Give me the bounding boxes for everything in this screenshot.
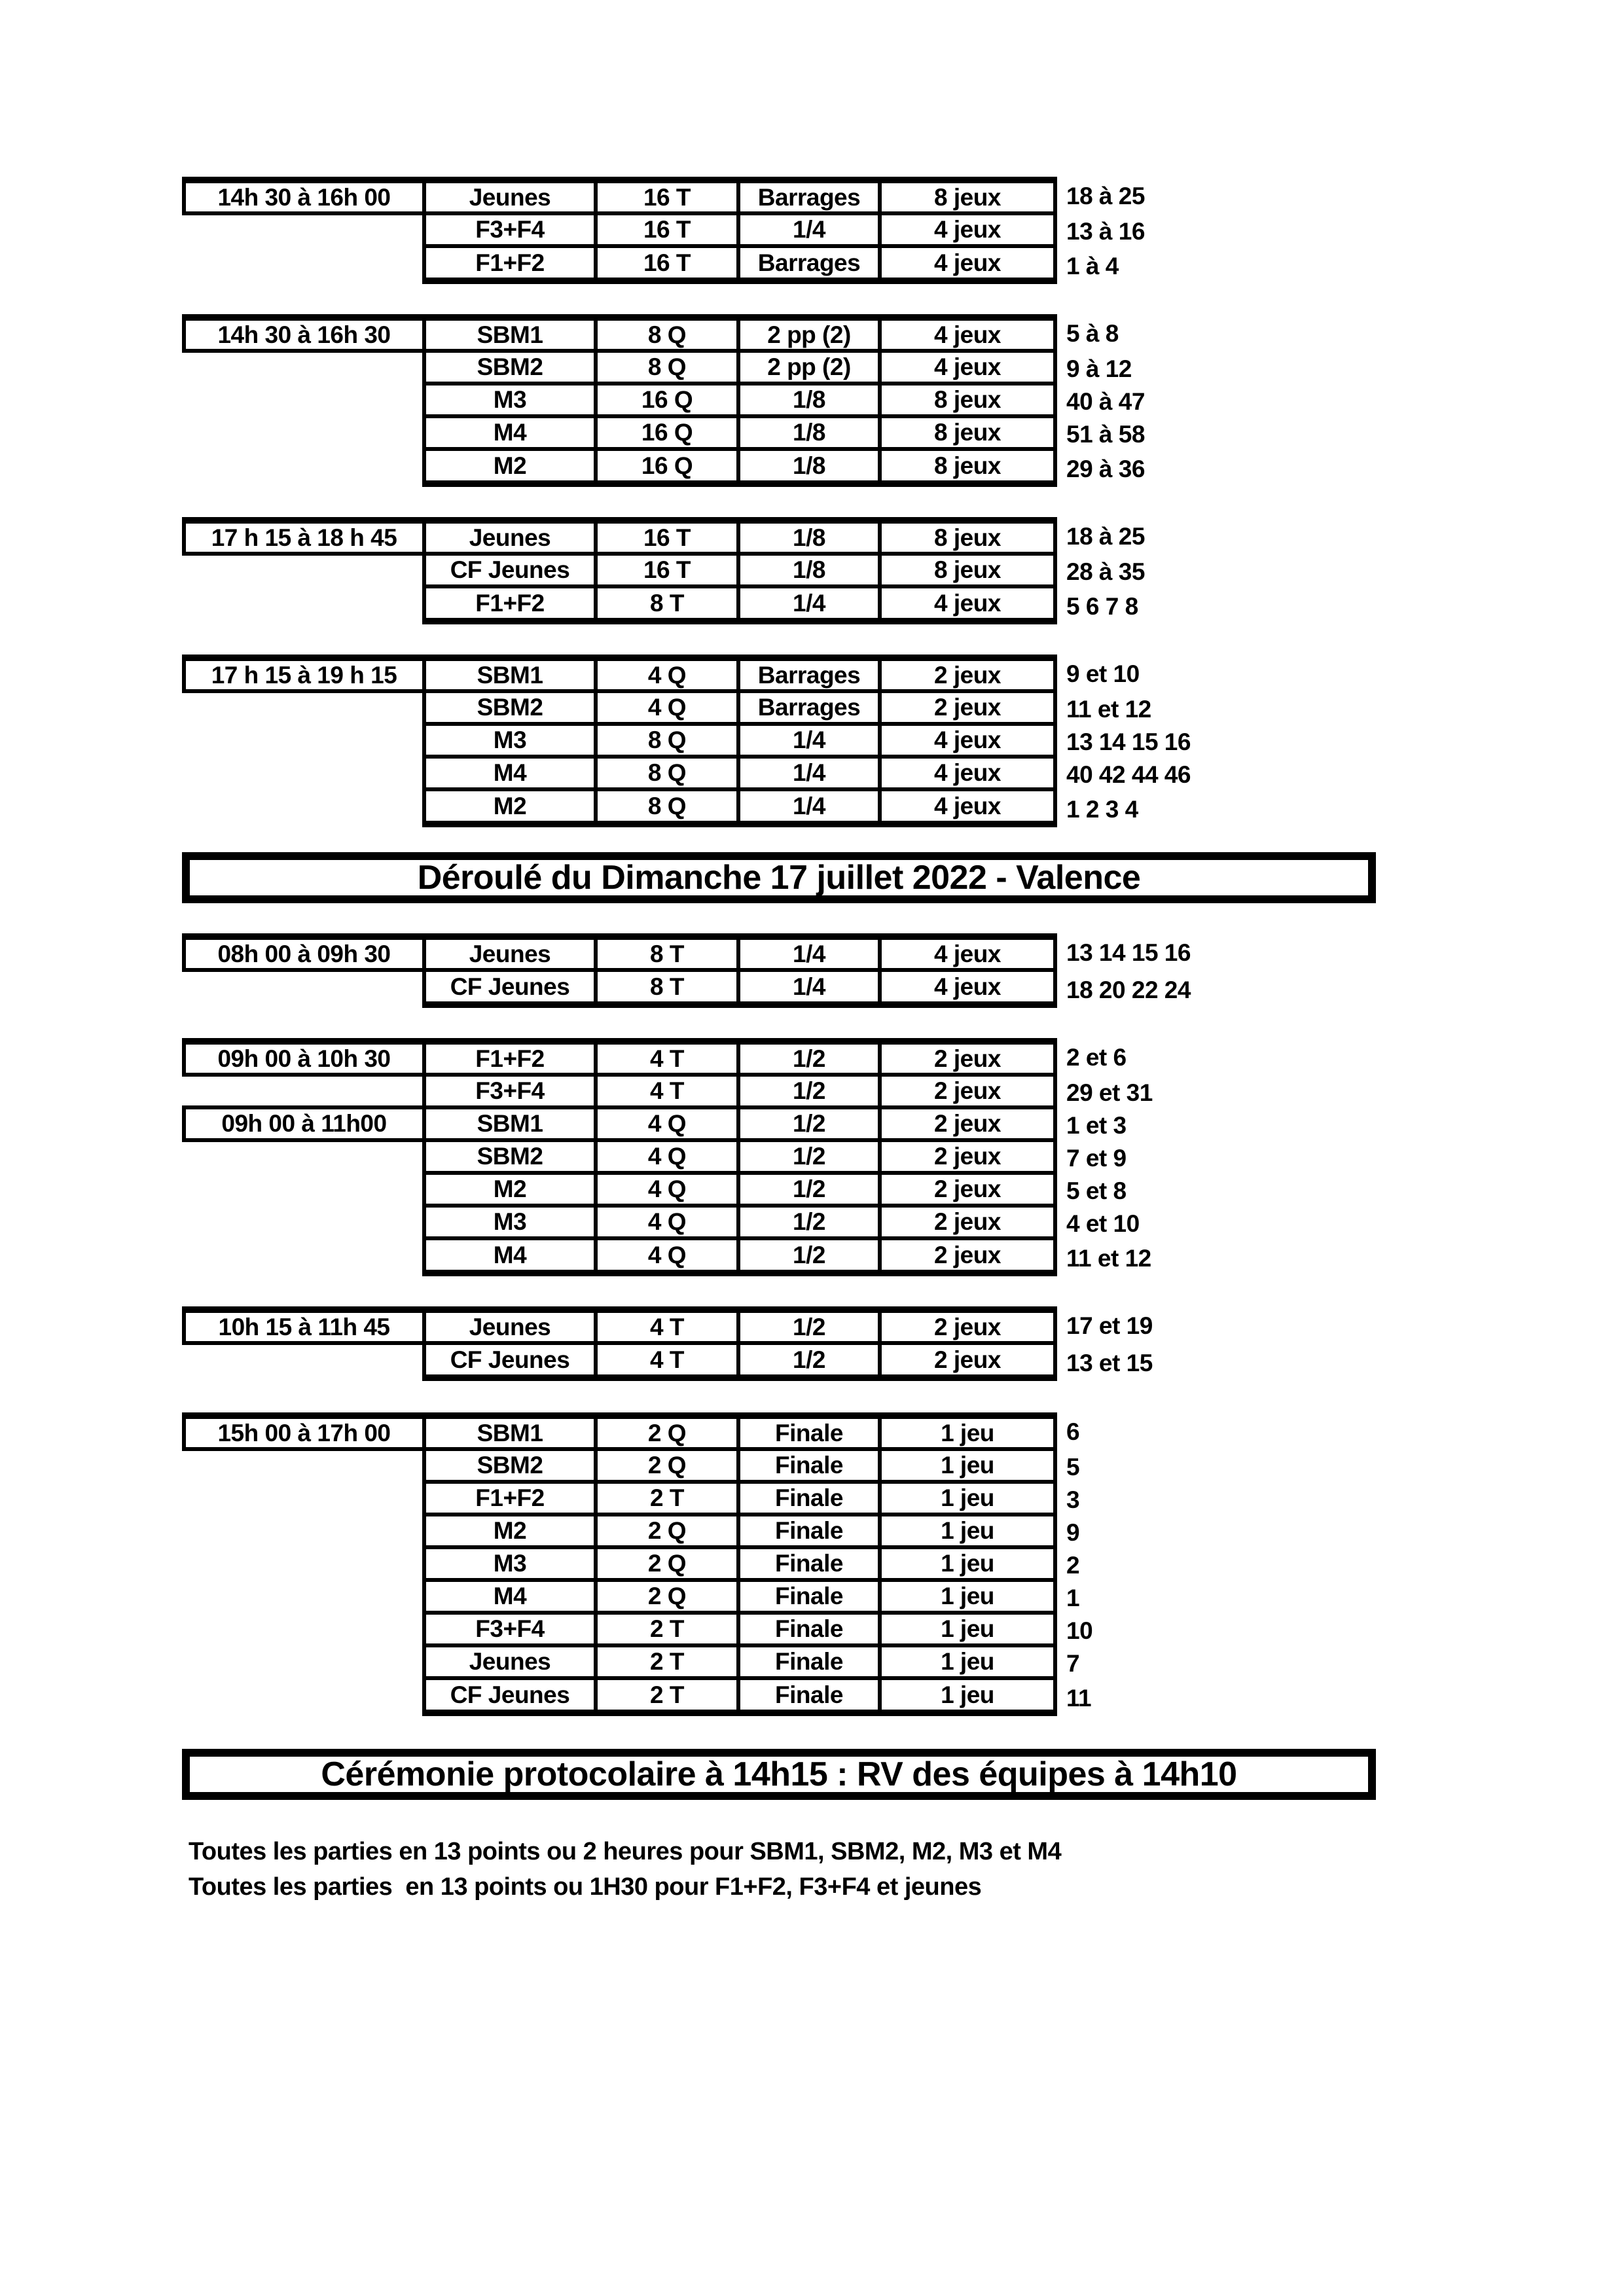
round-cell: 1/4 (736, 933, 878, 972)
schedule-row (182, 693, 1191, 726)
category-cell: M4 (422, 759, 594, 791)
schedule-row (182, 1549, 1092, 1582)
category-cell: F3+F4 (422, 1615, 594, 1647)
courts-numbers: 40 42 44 46 (1066, 761, 1191, 788)
time-slot-cell: 09h 00 à 11h00 (182, 1109, 422, 1142)
courts-numbers: 11 et 12 (1066, 1244, 1151, 1272)
time-slot-spacer (182, 215, 422, 248)
round-cell: Finale (736, 1484, 878, 1516)
games-count-cell: 1 jeu (878, 1412, 1057, 1451)
games-count-cell: 1 jeu (878, 1549, 1057, 1582)
teams-count-cell: 16 T (594, 248, 736, 284)
category-cell: Jeunes (422, 1647, 594, 1680)
games-count-cell: 2 jeux (878, 1306, 1057, 1345)
games-count-cell: 4 jeux (878, 933, 1057, 972)
games-count-cell: 4 jeux (878, 791, 1057, 827)
round-cell: 1/2 (736, 1306, 878, 1345)
round-cell: Finale (736, 1647, 878, 1680)
teams-count-cell: 16 T (594, 556, 736, 588)
teams-count-cell: 8 Q (594, 314, 736, 353)
round-cell: 1/2 (736, 1240, 878, 1276)
courts-numbers: 3 (1066, 1486, 1080, 1513)
time-slot-spacer (182, 1208, 422, 1240)
time-slot-spacer (182, 1240, 422, 1276)
category-cell: M3 (422, 386, 594, 418)
games-count-cell: 4 jeux (878, 353, 1057, 386)
courts-numbers: 1 2 3 4 (1066, 795, 1138, 823)
round-cell: Finale (736, 1582, 878, 1615)
teams-count-cell: 8 T (594, 972, 736, 1008)
teams-count-cell: 2 Q (594, 1412, 736, 1451)
games-count-cell: 2 jeux (878, 1038, 1057, 1077)
teams-count-cell: 4 Q (594, 1208, 736, 1240)
block-dimanche-09h00 (182, 1038, 1153, 1276)
category-cell: M3 (422, 1549, 594, 1582)
category-cell: F1+F2 (422, 248, 594, 284)
category-cell: M2 (422, 1516, 594, 1549)
time-slot-spacer (182, 451, 422, 487)
teams-count-cell: 16 T (594, 517, 736, 556)
round-cell: 2 pp (2) (736, 314, 878, 353)
round-cell: 1/8 (736, 556, 878, 588)
round-cell: Barrages (736, 693, 878, 726)
schedule-row (182, 1240, 1153, 1276)
round-cell: 1/8 (736, 517, 878, 556)
courts-numbers: 4 et 10 (1066, 1210, 1140, 1237)
schedule-row (182, 1077, 1153, 1109)
games-count-cell: 4 jeux (878, 588, 1057, 624)
time-slot-spacer (182, 1615, 422, 1647)
courts-numbers: 10 (1066, 1617, 1093, 1644)
category-cell: SBM1 (422, 655, 594, 693)
ceremony-banner: Cérémonie protocolaire à 14h15 : RV des équipes à 14h10 (182, 1749, 1376, 1800)
time-slot-spacer (182, 1175, 422, 1208)
games-count-cell: 2 jeux (878, 1240, 1057, 1276)
time-slot-spacer (182, 726, 422, 759)
teams-count-cell: 8 T (594, 588, 736, 624)
teams-count-cell: 2 T (594, 1647, 736, 1680)
courts-numbers: 18 à 25 (1066, 182, 1145, 209)
time-slot-spacer (182, 1582, 422, 1615)
footer-notes (189, 1834, 1061, 1905)
time-slot-spacer (182, 791, 422, 827)
courts-numbers: 28 à 35 (1066, 558, 1145, 585)
round-cell: 1/8 (736, 386, 878, 418)
games-count-cell: 1 jeu (878, 1451, 1057, 1484)
schedule-row (182, 517, 1145, 556)
schedule-row (182, 1647, 1092, 1680)
schedule-row (182, 1451, 1092, 1484)
time-slot-spacer (182, 353, 422, 386)
category-cell: CF Jeunes (422, 1680, 594, 1716)
block-dimanche-08h00-09h30 (182, 933, 1191, 1008)
schedule-row (182, 248, 1145, 284)
round-cell: 1/2 (736, 1208, 878, 1240)
schedule-row (182, 1208, 1153, 1240)
round-cell: Barrages (736, 655, 878, 693)
games-count-cell: 4 jeux (878, 972, 1057, 1008)
time-slot-spacer (182, 1647, 422, 1680)
teams-count-cell: 2 Q (594, 1549, 736, 1582)
courts-numbers: 7 et 9 (1066, 1145, 1127, 1172)
teams-count-cell: 2 T (594, 1680, 736, 1716)
schedule-row (182, 1582, 1092, 1615)
courts-numbers: 51 à 58 (1066, 421, 1145, 448)
courts-numbers: 40 à 47 (1066, 388, 1145, 415)
category-cell: M2 (422, 1175, 594, 1208)
schedule-row (182, 1038, 1153, 1077)
round-cell: 1/2 (736, 1175, 878, 1208)
teams-count-cell: 16 Q (594, 418, 736, 451)
teams-count-cell: 4 T (594, 1038, 736, 1077)
schedule-row (182, 215, 1145, 248)
time-slot-spacer (182, 248, 422, 284)
schedule-row (182, 726, 1191, 759)
games-count-cell: 1 jeu (878, 1484, 1057, 1516)
courts-numbers: 18 20 22 24 (1066, 976, 1191, 1003)
schedule-row (182, 1306, 1153, 1345)
category-cell: M2 (422, 451, 594, 487)
courts-numbers: 2 et 6 (1066, 1043, 1127, 1071)
teams-count-cell: 2 T (594, 1484, 736, 1516)
teams-count-cell: 16 T (594, 215, 736, 248)
category-cell: SBM2 (422, 1451, 594, 1484)
courts-numbers: 13 14 15 16 (1066, 728, 1191, 755)
sunday-title-banner: Déroulé du Dimanche 17 juillet 2022 - Valence (182, 852, 1376, 903)
schedule-row (182, 1142, 1153, 1175)
category-cell: CF Jeunes (422, 1345, 594, 1381)
time-slot-spacer (182, 556, 422, 588)
block-dimanche-15h00-17h00-finales (182, 1412, 1092, 1716)
category-cell: F1+F2 (422, 1484, 594, 1516)
time-slot-cell: 15h 00 à 17h 00 (182, 1412, 422, 1451)
category-cell: SBM1 (422, 314, 594, 353)
teams-count-cell: 4 Q (594, 693, 736, 726)
time-slot-cell: 09h 00 à 10h 30 (182, 1038, 422, 1077)
time-slot-cell: 14h 30 à 16h 30 (182, 314, 422, 353)
round-cell: 1/2 (736, 1109, 878, 1142)
teams-count-cell: 4 Q (594, 655, 736, 693)
teams-count-cell: 2 T (594, 1615, 736, 1647)
teams-count-cell: 8 Q (594, 791, 736, 827)
courts-numbers: 9 (1066, 1519, 1080, 1546)
teams-count-cell: 4 Q (594, 1142, 736, 1175)
page-content (182, 177, 1376, 1905)
category-cell: SBM2 (422, 693, 594, 726)
round-cell: 1/4 (736, 759, 878, 791)
category-cell: CF Jeunes (422, 556, 594, 588)
category-cell: F3+F4 (422, 1077, 594, 1109)
teams-count-cell: 2 Q (594, 1582, 736, 1615)
time-slot-spacer (182, 972, 422, 1008)
schedule-row (182, 418, 1145, 451)
category-cell: Jeunes (422, 1306, 594, 1345)
schedule-row (182, 933, 1191, 972)
teams-count-cell: 16 T (594, 177, 736, 215)
games-count-cell: 8 jeux (878, 177, 1057, 215)
teams-count-cell: 4 Q (594, 1109, 736, 1142)
round-cell: 1/2 (736, 1038, 878, 1077)
schedule-row (182, 1412, 1092, 1451)
games-count-cell: 4 jeux (878, 759, 1057, 791)
courts-numbers: 18 à 25 (1066, 522, 1145, 550)
games-count-cell: 1 jeu (878, 1516, 1057, 1549)
games-count-cell: 1 jeu (878, 1647, 1057, 1680)
schedule-row (182, 353, 1145, 386)
round-cell: 1/4 (736, 588, 878, 624)
games-count-cell: 4 jeux (878, 726, 1057, 759)
round-cell: 1/4 (736, 726, 878, 759)
round-cell: 2 pp (2) (736, 353, 878, 386)
category-cell: F1+F2 (422, 588, 594, 624)
courts-numbers: 5 6 7 8 (1066, 592, 1138, 620)
courts-numbers: 1 et 3 (1066, 1112, 1127, 1139)
schedule-row (182, 1516, 1092, 1549)
games-count-cell: 1 jeu (878, 1582, 1057, 1615)
teams-count-cell: 4 T (594, 1345, 736, 1381)
teams-count-cell: 16 Q (594, 451, 736, 487)
games-count-cell: 4 jeux (878, 314, 1057, 353)
round-cell: 1/4 (736, 791, 878, 827)
games-count-cell: 8 jeux (878, 386, 1057, 418)
category-cell: SBM1 (422, 1109, 594, 1142)
courts-numbers: 9 à 12 (1066, 355, 1132, 382)
teams-count-cell: 4 T (594, 1077, 736, 1109)
category-cell: M4 (422, 418, 594, 451)
time-slot-spacer (182, 1516, 422, 1549)
courts-numbers: 13 et 15 (1066, 1349, 1153, 1376)
schedule-row (182, 451, 1145, 487)
category-cell: F1+F2 (422, 1038, 594, 1077)
round-cell: Finale (736, 1549, 878, 1582)
category-cell: Jeunes (422, 177, 594, 215)
schedule-row (182, 177, 1145, 215)
courts-numbers: 11 et 12 (1066, 696, 1151, 723)
games-count-cell: 4 jeux (878, 215, 1057, 248)
schedule-row (182, 1345, 1153, 1381)
games-count-cell: 1 jeu (878, 1680, 1057, 1716)
time-slot-spacer (182, 588, 422, 624)
category-cell: M4 (422, 1582, 594, 1615)
round-cell: 1/2 (736, 1077, 878, 1109)
courts-numbers: 7 (1066, 1650, 1080, 1677)
block-samedi-17h15-19h15 (182, 655, 1191, 827)
schedule-row (182, 314, 1145, 353)
category-cell: F3+F4 (422, 215, 594, 248)
time-slot-cell: 08h 00 à 09h 30 (182, 933, 422, 972)
time-slot-cell: 10h 15 à 11h 45 (182, 1306, 422, 1345)
courts-numbers: 5 (1066, 1454, 1080, 1480)
category-cell: Jeunes (422, 933, 594, 972)
category-cell: M4 (422, 1240, 594, 1276)
games-count-cell: 8 jeux (878, 418, 1057, 451)
teams-count-cell: 16 Q (594, 386, 736, 418)
time-slot-spacer (182, 1142, 422, 1175)
time-slot-cell: 17 h 15 à 19 h 15 (182, 655, 422, 693)
courts-numbers: 2 (1066, 1552, 1080, 1579)
category-cell: Jeunes (422, 517, 594, 556)
category-cell: CF Jeunes (422, 972, 594, 1008)
time-slot-cell: 17 h 15 à 18 h 45 (182, 517, 422, 556)
round-cell: Finale (736, 1680, 878, 1716)
time-slot-spacer (182, 386, 422, 418)
round-cell: Finale (736, 1615, 878, 1647)
courts-numbers: 1 à 4 (1066, 252, 1119, 279)
courts-numbers: 5 à 8 (1066, 319, 1119, 347)
time-slot-spacer (182, 1345, 422, 1381)
games-count-cell: 2 jeux (878, 1142, 1057, 1175)
note-line-2: Toutes les parties en 13 points ou 1H30 pour F1+F2, F3+F4 et jeunes (189, 1873, 982, 1901)
games-count-cell: 8 jeux (878, 556, 1057, 588)
time-slot-spacer (182, 1484, 422, 1516)
time-slot-spacer (182, 1077, 422, 1109)
teams-count-cell: 4 Q (594, 1240, 736, 1276)
schedule-row (182, 1175, 1153, 1208)
schedule-row (182, 655, 1191, 693)
block-samedi-14h30-16h30 (182, 314, 1145, 487)
round-cell: Barrages (736, 248, 878, 284)
round-cell: Finale (736, 1516, 878, 1549)
time-slot-spacer (182, 759, 422, 791)
teams-count-cell: 8 Q (594, 353, 736, 386)
round-cell: Finale (736, 1451, 878, 1484)
round-cell: 1/4 (736, 972, 878, 1008)
schedule-row (182, 588, 1145, 624)
schedule-row (182, 556, 1145, 588)
time-slot-spacer (182, 693, 422, 726)
games-count-cell: 1 jeu (878, 1615, 1057, 1647)
games-count-cell: 2 jeux (878, 1077, 1057, 1109)
schedule-row (182, 1109, 1153, 1142)
time-slot-spacer (182, 418, 422, 451)
schedule-row (182, 1484, 1092, 1516)
time-slot-spacer (182, 1549, 422, 1582)
courts-numbers: 1 (1066, 1585, 1080, 1611)
category-cell: SBM2 (422, 1142, 594, 1175)
category-cell: M3 (422, 1208, 594, 1240)
games-count-cell: 4 jeux (878, 248, 1057, 284)
round-cell: 1/8 (736, 451, 878, 487)
time-slot-cell: 14h 30 à 16h 00 (182, 177, 422, 215)
schedule-row (182, 386, 1145, 418)
teams-count-cell: 8 T (594, 933, 736, 972)
games-count-cell: 8 jeux (878, 451, 1057, 487)
category-cell: M3 (422, 726, 594, 759)
courts-numbers: 6 (1066, 1418, 1080, 1445)
round-cell: Barrages (736, 177, 878, 215)
teams-count-cell: 2 Q (594, 1516, 736, 1549)
category-cell: M2 (422, 791, 594, 827)
round-cell: 1/4 (736, 215, 878, 248)
teams-count-cell: 8 Q (594, 759, 736, 791)
courts-numbers: 13 à 16 (1066, 218, 1145, 245)
teams-count-cell: 4 Q (594, 1175, 736, 1208)
courts-numbers: 11 (1066, 1684, 1092, 1712)
block-dimanche-10h15-11h45 (182, 1306, 1153, 1381)
block-samedi-14h30-16h00 (182, 177, 1145, 284)
games-count-cell: 2 jeux (878, 1109, 1057, 1142)
teams-count-cell: 8 Q (594, 726, 736, 759)
category-cell: SBM1 (422, 1412, 594, 1451)
note-line-1: Toutes les parties en 13 points ou 2 heures pour SBM1, SBM2, M2, M3 et M4 (189, 1838, 1062, 1865)
teams-count-cell: 4 T (594, 1306, 736, 1345)
schedule-row (182, 791, 1191, 827)
games-count-cell: 2 jeux (878, 1345, 1057, 1381)
time-slot-spacer (182, 1451, 422, 1484)
schedule-row (182, 1680, 1092, 1716)
round-cell: 1/2 (736, 1345, 878, 1381)
courts-numbers: 13 14 15 16 (1066, 939, 1191, 966)
time-slot-spacer (182, 1680, 422, 1716)
teams-count-cell: 2 Q (594, 1451, 736, 1484)
schedule-row (182, 1615, 1092, 1647)
round-cell: Finale (736, 1412, 878, 1451)
round-cell: 1/8 (736, 418, 878, 451)
schedule-row (182, 972, 1191, 1008)
games-count-cell: 8 jeux (878, 517, 1057, 556)
category-cell: SBM2 (422, 353, 594, 386)
games-count-cell: 2 jeux (878, 693, 1057, 726)
games-count-cell: 2 jeux (878, 1208, 1057, 1240)
block-samedi-17h15-18h45 (182, 517, 1145, 624)
games-count-cell: 2 jeux (878, 1175, 1057, 1208)
round-cell: 1/2 (736, 1142, 878, 1175)
courts-numbers: 29 à 36 (1066, 455, 1145, 482)
games-count-cell: 2 jeux (878, 655, 1057, 693)
courts-numbers: 17 et 19 (1066, 1312, 1153, 1339)
courts-numbers: 9 et 10 (1066, 660, 1140, 687)
courts-numbers: 29 et 31 (1066, 1079, 1153, 1106)
schedule-row (182, 759, 1191, 791)
courts-numbers: 5 et 8 (1066, 1177, 1127, 1204)
schedule-sections (182, 177, 1376, 1800)
